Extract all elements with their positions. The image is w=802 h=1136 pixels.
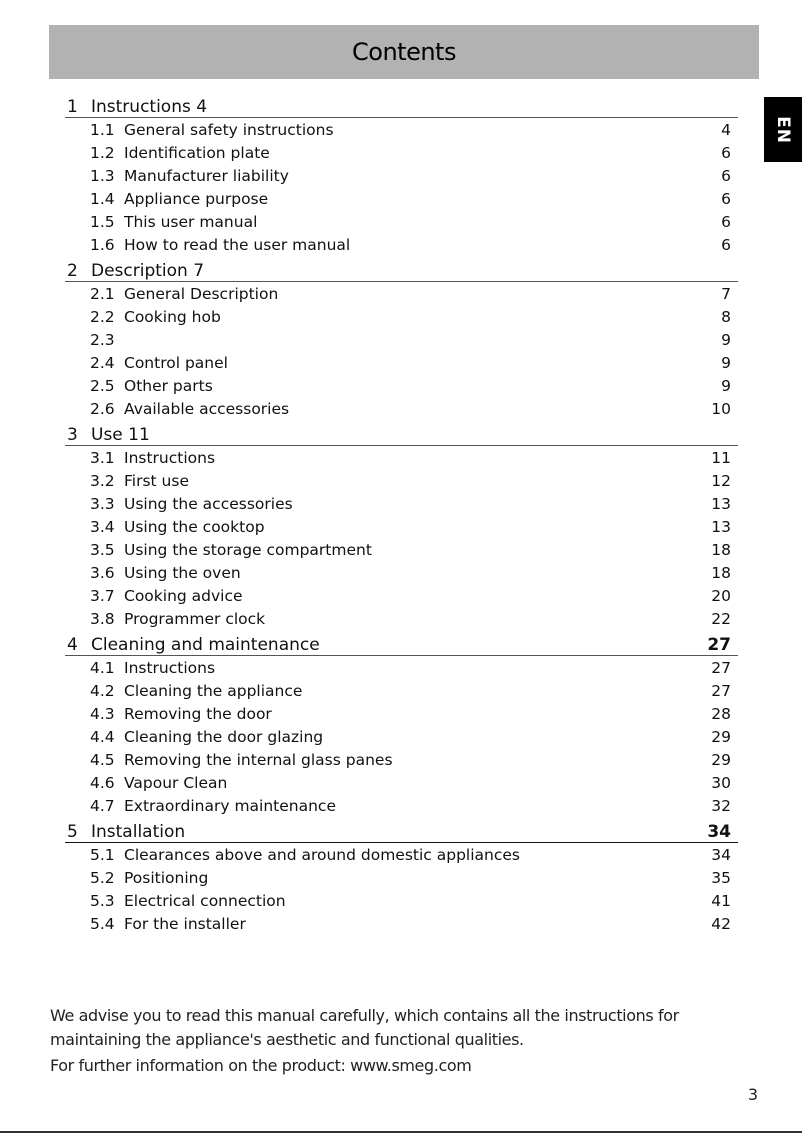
section-heading[interactable] [65, 817, 738, 843]
toc-entry[interactable] [65, 446, 738, 469]
toc-entry[interactable] [65, 607, 738, 630]
section-heading[interactable] [65, 92, 738, 118]
entry-title: Control panel [124, 353, 228, 372]
section-title: Instructions 4 [91, 97, 208, 117]
bottom-divider [0, 1131, 802, 1133]
entry-number: 1.3 [90, 166, 115, 185]
entry-page: 12 [711, 471, 731, 490]
entry-page: 27 [711, 658, 731, 677]
section-number: 4 [67, 635, 78, 655]
toc-entry[interactable] [65, 515, 738, 538]
entry-title: This user manual [124, 212, 258, 231]
language-label: EN [773, 115, 793, 144]
section-page: 27 [707, 635, 731, 655]
entry-title: Manufacturer liability [124, 166, 289, 185]
language-tab [764, 97, 802, 162]
entry-page: 6 [721, 166, 731, 185]
entry-number: 4.3 [90, 704, 115, 723]
entry-number: 3.1 [90, 448, 115, 467]
toc-entry[interactable] [65, 164, 738, 187]
page-number: 3 [747, 1085, 758, 1104]
entry-number: 2.6 [90, 399, 115, 418]
entry-number: 5.1 [90, 845, 115, 864]
entry-title: First use [124, 471, 189, 490]
toc-entry[interactable] [65, 748, 738, 771]
entry-title: Other parts [124, 376, 213, 395]
entry-number: 4.6 [90, 773, 115, 792]
section-title: Installation [91, 822, 186, 842]
entry-page: 22 [711, 609, 731, 628]
entry-title: Available accessories [124, 399, 290, 418]
entry-page: 9 [721, 376, 731, 395]
section-title: Use 11 [91, 425, 150, 445]
toc-entry[interactable] [65, 702, 738, 725]
entry-page: 18 [711, 563, 731, 582]
entry-number: 3.5 [90, 540, 115, 559]
entry-title: General Description [124, 284, 279, 303]
toc-entry[interactable] [65, 561, 738, 584]
entry-number: 2.5 [90, 376, 115, 395]
entry-number: 2.2 [90, 307, 115, 326]
toc-entry[interactable] [65, 141, 738, 164]
entry-page: 29 [711, 750, 731, 769]
toc-entry[interactable] [65, 794, 738, 817]
entry-title: Cooking hob [124, 307, 221, 326]
toc-section-3 [65, 420, 738, 630]
toc-entry[interactable] [65, 679, 738, 702]
section-number: 2 [67, 261, 78, 281]
entry-number: 4.1 [90, 658, 115, 677]
toc-entry[interactable] [65, 771, 738, 794]
entry-title: Electrical connection [124, 891, 286, 910]
entry-title: Vapour Clean [124, 773, 228, 792]
toc-entry[interactable] [65, 282, 738, 305]
entry-title: Cooking advice [124, 586, 243, 605]
toc-entry[interactable] [65, 889, 738, 912]
section-title: Cleaning and maintenance [91, 635, 320, 655]
entry-page: 13 [711, 517, 731, 536]
entry-number: 1.5 [90, 212, 115, 231]
entry-title: General safety instructions [124, 120, 334, 139]
toc-section-1 [65, 92, 738, 256]
toc-entry[interactable] [65, 538, 738, 561]
entry-page: 6 [721, 189, 731, 208]
entry-title: Removing the door [124, 704, 272, 723]
entry-number: 5.3 [90, 891, 115, 910]
footer-notes [50, 1004, 750, 1078]
entry-page: 27 [711, 681, 731, 700]
entry-page: 18 [711, 540, 731, 559]
section-heading[interactable] [65, 256, 738, 282]
entry-title: Appliance purpose [124, 189, 269, 208]
toc-section-5 [65, 817, 738, 935]
entry-title: Using the cooktop [124, 517, 265, 536]
toc-section-2 [65, 256, 738, 420]
entry-title: Clearances above and around domestic appliances [124, 845, 520, 864]
entry-page: 11 [711, 448, 731, 467]
entry-title: Programmer clock [124, 609, 266, 628]
toc-entry[interactable] [65, 469, 738, 492]
entry-number: 5.4 [90, 914, 115, 933]
toc-entry[interactable] [65, 397, 738, 420]
entry-number: 3.8 [90, 609, 115, 628]
toc-entry[interactable] [65, 351, 738, 374]
entry-title: How to read the user manual [124, 235, 351, 254]
entry-number: 3.6 [90, 563, 115, 582]
entry-page: 20 [711, 586, 731, 605]
section-page: 34 [707, 822, 731, 842]
entry-number: 3.4 [90, 517, 115, 536]
entry-title: Identification plate [124, 143, 270, 162]
entry-title: Instructions [124, 658, 216, 677]
entry-number: 4.2 [90, 681, 115, 700]
entry-number: 3.3 [90, 494, 115, 513]
entry-number: 1.2 [90, 143, 115, 162]
entry-page: 6 [721, 143, 731, 162]
entry-page: 34 [711, 845, 731, 864]
section-number: 1 [67, 97, 78, 117]
section-number: 3 [67, 425, 78, 445]
entry-page: 35 [711, 868, 731, 887]
manual-advice-text: We advise you to read this manual carefully, which contains all the instructions for maintaining the appliance's aesthetic and functional qualities. [50, 1006, 679, 1049]
entry-page: 42 [711, 914, 731, 933]
entry-number: 5.2 [90, 868, 115, 887]
toc-entry[interactable] [65, 843, 738, 866]
toc-entry[interactable] [65, 584, 738, 607]
toc-entry[interactable] [65, 492, 738, 515]
entry-number: 2.1 [90, 284, 115, 303]
entry-number: 3.7 [90, 586, 115, 605]
entry-number: 1.1 [90, 120, 115, 139]
toc-entry[interactable] [65, 866, 738, 889]
entry-number: 3.2 [90, 471, 115, 490]
entry-number: 2.3 [90, 330, 115, 349]
toc-entry[interactable] [65, 305, 738, 328]
entry-title: Using the storage compartment [124, 540, 372, 559]
section-number: 5 [67, 822, 78, 842]
toc-entry[interactable] [65, 725, 738, 748]
entry-page: 6 [721, 235, 731, 254]
toc-entry[interactable] [65, 210, 738, 233]
entry-number: 4.4 [90, 727, 115, 746]
entry-title: For the installer [124, 914, 246, 933]
entry-number: 4.5 [90, 750, 115, 769]
toc-entry[interactable] [65, 233, 738, 256]
entry-page: 9 [721, 330, 731, 349]
contents-header-bar [49, 25, 759, 79]
entry-title: Using the oven [124, 563, 241, 582]
entry-number: 4.7 [90, 796, 115, 815]
entry-page: 29 [711, 727, 731, 746]
toc-entry[interactable] [65, 656, 738, 679]
entry-page: 32 [711, 796, 731, 815]
toc-entry[interactable] [65, 374, 738, 397]
toc-section-4 [65, 630, 738, 817]
entry-title: Cleaning the door glazing [124, 727, 324, 746]
entry-page: 41 [711, 891, 731, 910]
entry-number: 1.6 [90, 235, 115, 254]
page-title: Contents [352, 38, 456, 66]
entry-page: 4 [721, 120, 731, 139]
toc-entry[interactable] [65, 328, 738, 351]
toc-entry[interactable] [65, 912, 738, 935]
section-heading[interactable] [65, 420, 738, 446]
entry-page: 6 [721, 212, 731, 231]
table-of-contents [65, 92, 738, 935]
toc-entry[interactable] [65, 187, 738, 210]
entry-page: 28 [711, 704, 731, 723]
entry-page: 9 [721, 353, 731, 372]
entry-title: Removing the internal glass panes [124, 750, 393, 769]
entry-page: 13 [711, 494, 731, 513]
entry-title: Instructions [124, 448, 216, 467]
toc-entry[interactable] [65, 118, 738, 141]
entry-page: 7 [721, 284, 731, 303]
entry-title: Positioning [124, 868, 209, 887]
entry-page: 8 [721, 307, 731, 326]
entry-number: 2.4 [90, 353, 115, 372]
entry-title: Extraordinary maintenance [124, 796, 336, 815]
section-heading[interactable] [65, 630, 738, 656]
entry-page: 30 [711, 773, 731, 792]
entry-title: Using the accessories [124, 494, 293, 513]
entry-title: Cleaning the appliance [124, 681, 303, 700]
entry-number: 1.4 [90, 189, 115, 208]
product-info-text: For further information on the product: www.smeg.com [50, 1056, 472, 1075]
entry-page: 10 [711, 399, 731, 418]
section-title: Description 7 [91, 261, 205, 281]
